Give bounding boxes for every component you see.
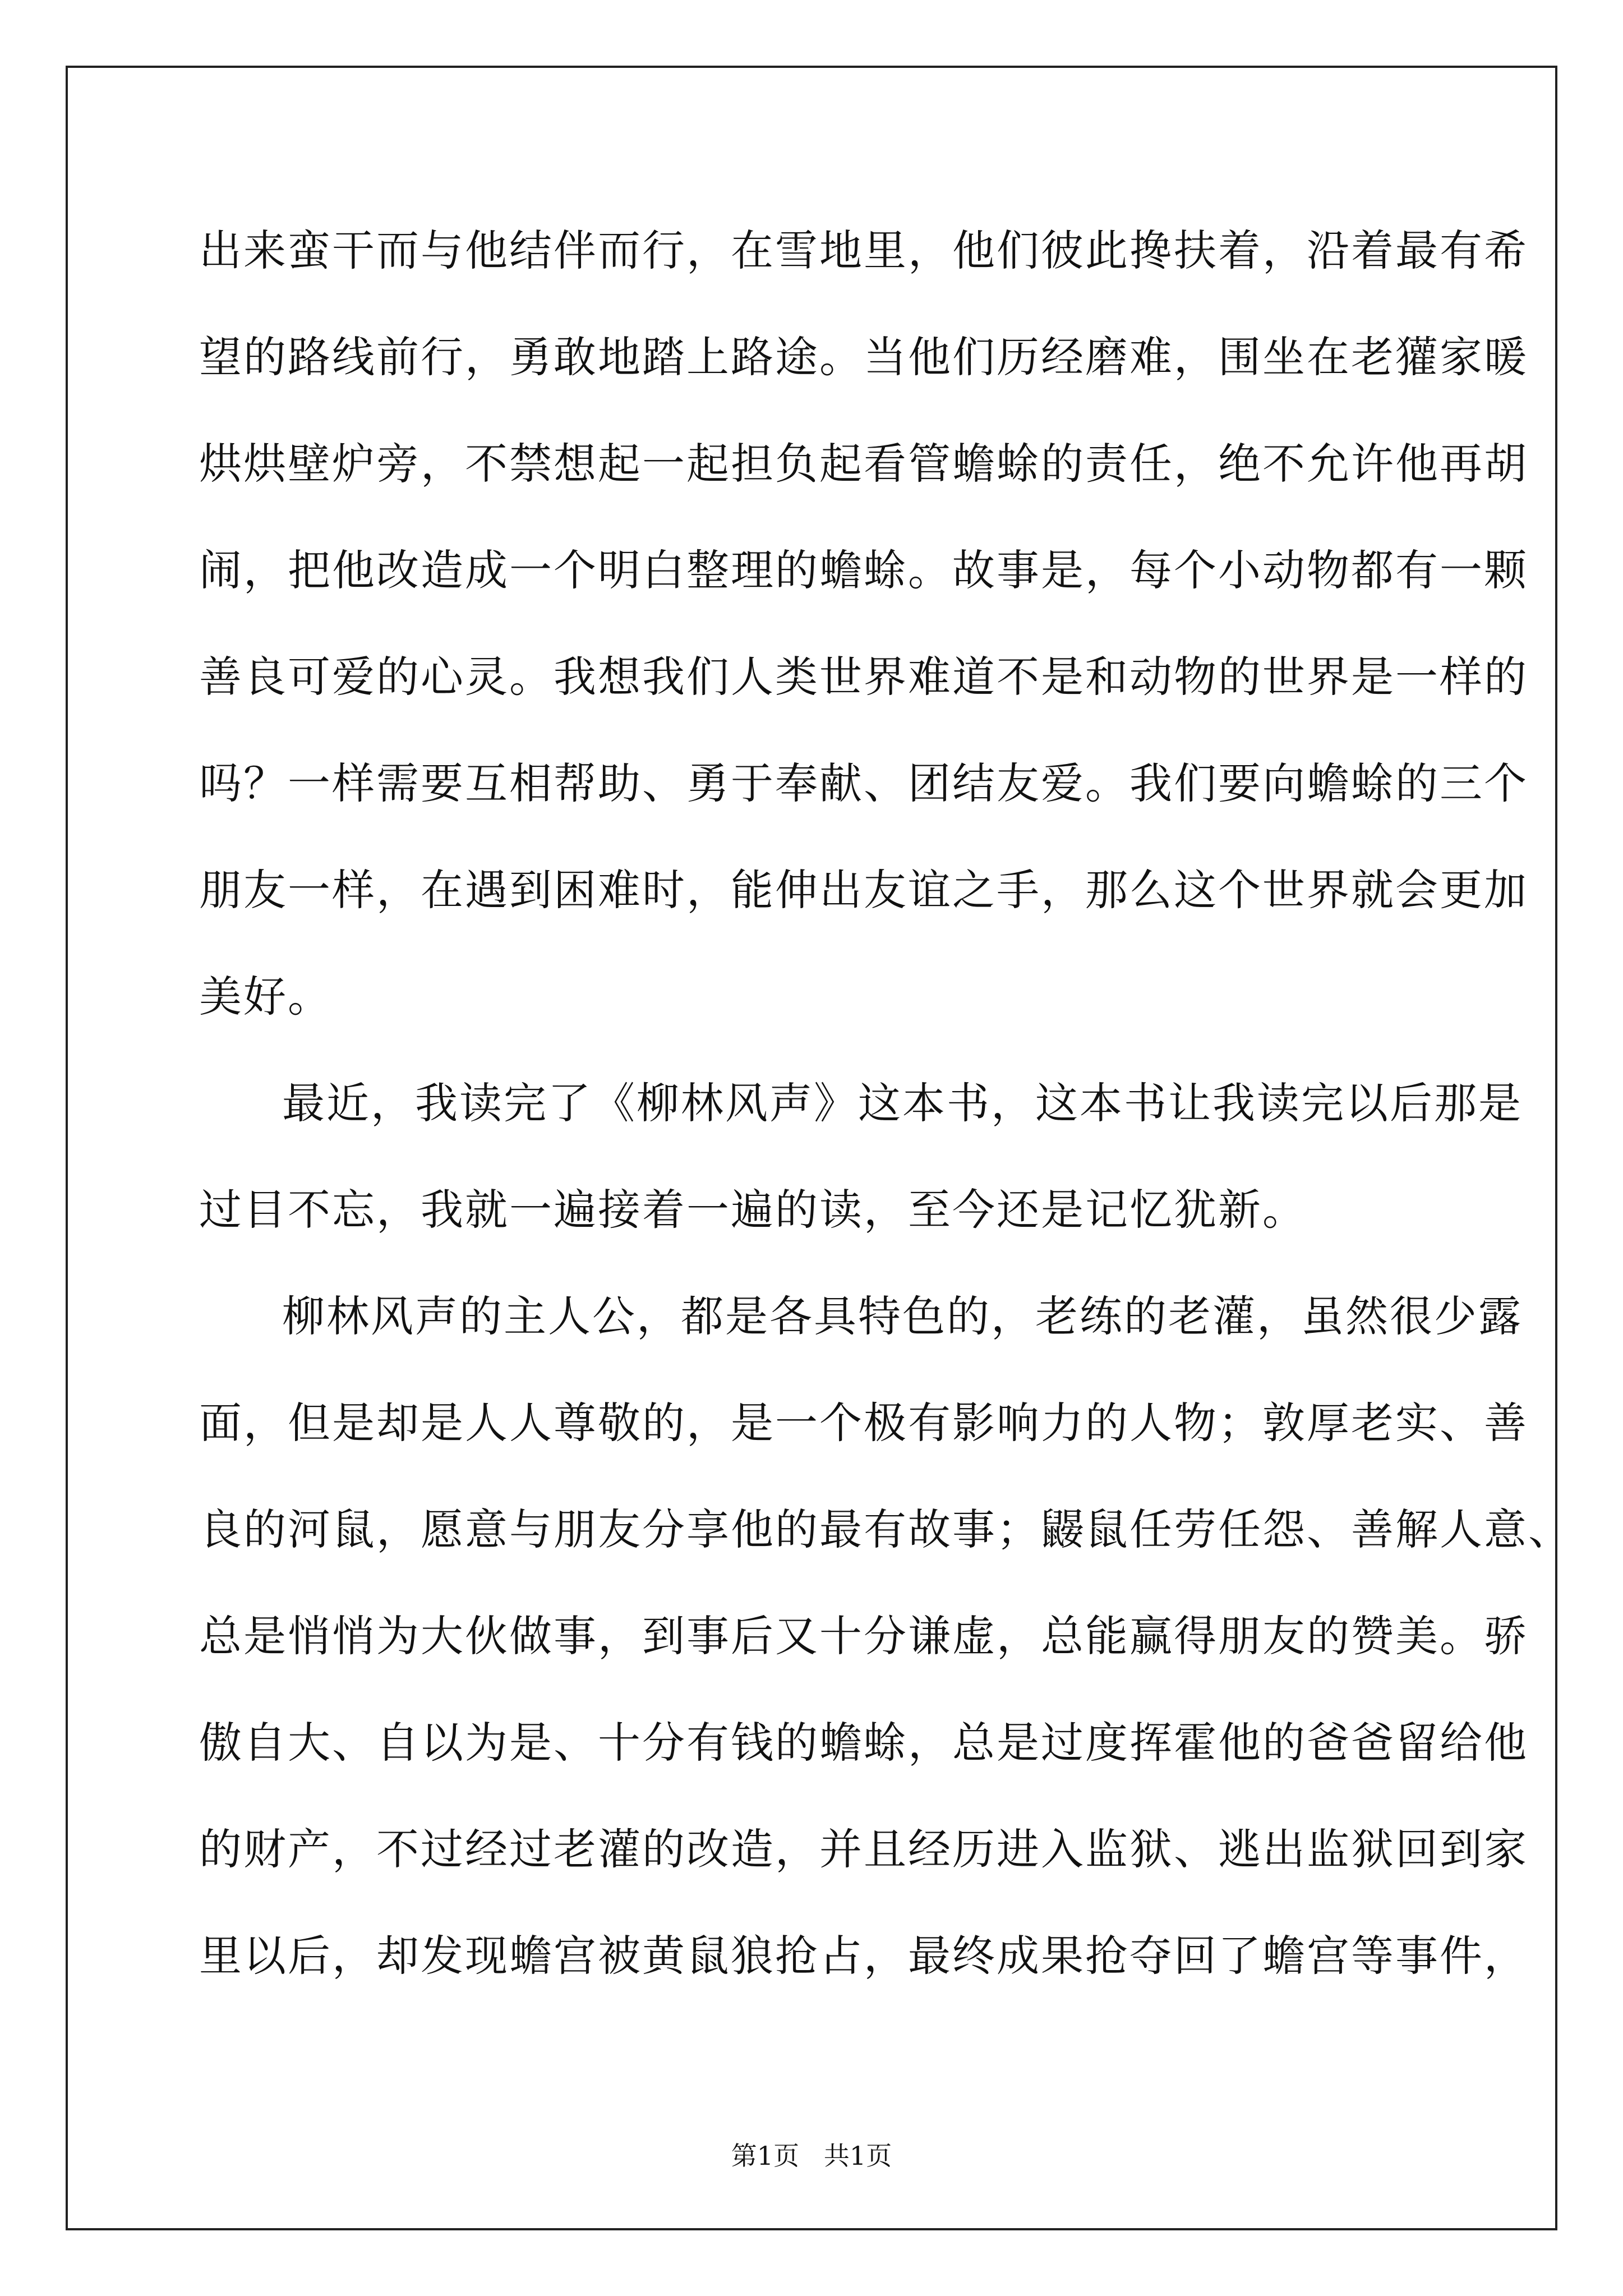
text-line: 傲自大、自以为是、十分有钱的蟾蜍，总是过度挥霍他的爸爸留给他: [199, 1718, 1528, 1768]
text-line: 出来蛮干而与他结伴而行，在雪地里，他们彼此搀扶着，沿着最有希: [199, 226, 1528, 275]
text-line: 美好。: [199, 972, 332, 1022]
text-line: 闹，把他改造成一个明白整理的蟾蜍。故事是，每个小动物都有一颗: [199, 545, 1528, 595]
text-line: 朋友一样，在遇到困难时，能伸出友谊之手，那么这个世界就会更加: [199, 865, 1528, 915]
text-line: 烘烘壁炉旁，不禁想起一起担负起看管蟾蜍的责任，绝不允许他再胡: [199, 439, 1528, 489]
text-line: 里以后，却发现蟾宫被黄鼠狼抢占，最终成果抢夺回了蟾宫等事件，: [199, 1931, 1528, 1981]
paragraph-first-line: 最近，我读完了《柳林风声》这本书，这本书让我读完以后那是: [282, 1078, 1523, 1128]
text-line: 望的路线前行，勇敢地踏上路途。当他们历经磨难，围坐在老獾家暖: [199, 332, 1528, 382]
text-line: 的财产，不过经过老灌的改造，并且经历进入监狱、逃出监狱回到家: [199, 1824, 1528, 1874]
paragraph-first-line: 柳林风声的主人公，都是各具特色的，老练的老灌，虽然很少露: [282, 1291, 1523, 1341]
text-line: 面，但是却是人人尊敬的，是一个极有影响力的人物；敦厚老实、善: [199, 1398, 1528, 1448]
text-line: 良的河鼠，愿意与朋友分享他的最有故事；鼹鼠任劳任怨、善解人意、: [199, 1504, 1573, 1554]
page-number-footer: 第1页 共1页: [731, 2141, 892, 2171]
text-line: 吗？一样需要互相帮助、勇于奉献、团结友爱。我们要向蟾蜍的三个: [199, 758, 1528, 808]
text-line: 善良可爱的心灵。我想我们人类世界难道不是和动物的世界是一样的: [199, 652, 1528, 702]
text-line: 总是悄悄为大伙做事，到事后又十分谦虚，总能赢得朋友的赞美。骄: [199, 1611, 1528, 1661]
text-line: 过目不忘，我就一遍接着一遍的读，至今还是记忆犹新。: [199, 1185, 1307, 1235]
